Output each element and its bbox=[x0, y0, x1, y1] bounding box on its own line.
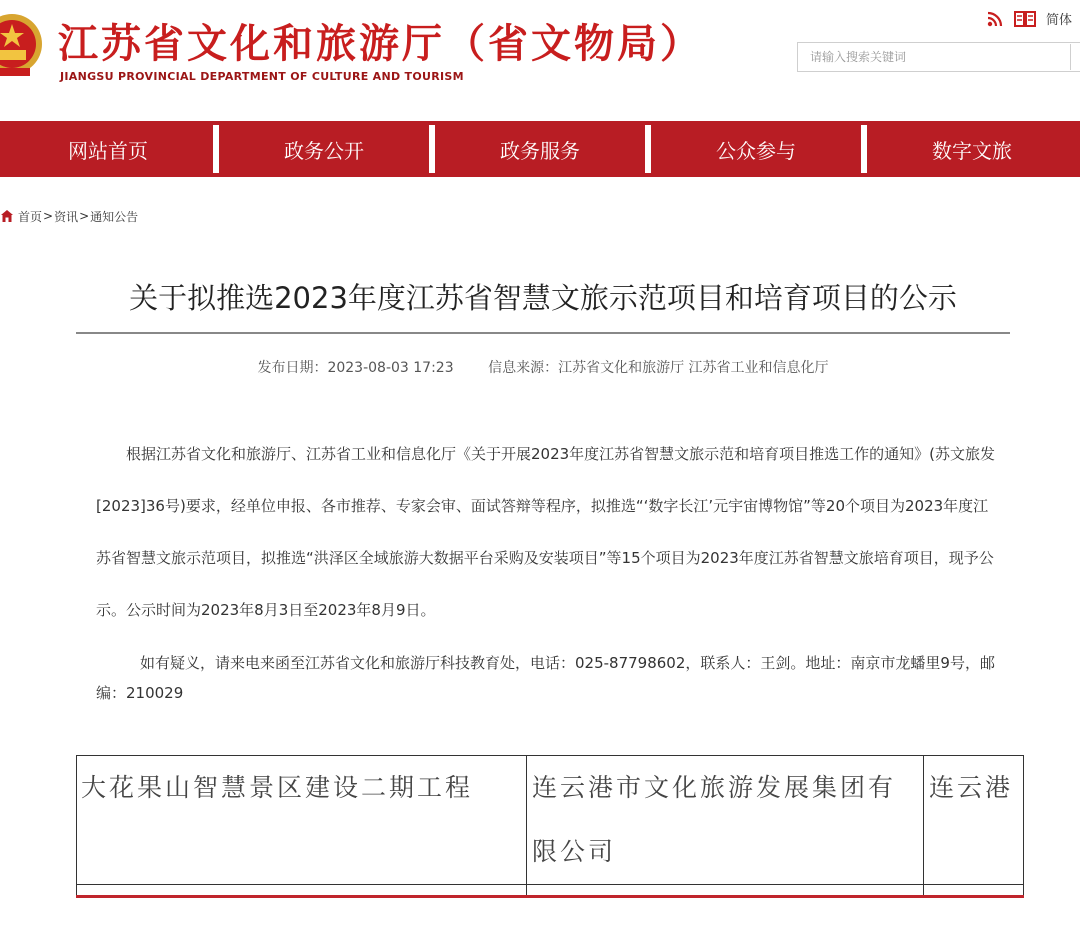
article-meta bbox=[76, 357, 1010, 377]
main-nav bbox=[0, 121, 1080, 177]
book-icon[interactable] bbox=[1014, 10, 1036, 28]
article-paragraph bbox=[96, 428, 996, 636]
site-header bbox=[0, 0, 1080, 120]
info-source: 信息来源：江苏省文化和旅游厅 江苏省工业和信息化厅 bbox=[488, 360, 829, 376]
breadcrumb-separator: > bbox=[43, 209, 54, 223]
article-title: 关于拟推选2023年度江苏省智慧文旅示范项目和培育项目的公示 bbox=[129, 281, 957, 315]
rss-icon[interactable] bbox=[986, 10, 1004, 28]
paragraph-text: 根据江苏省文化和旅游厅、江苏省工业和信息化厅《关于开展2023年度江苏省智慧文旅示范和培育项目推选工作的通知》(苏文旅发[2023]36号)要求，经单位申报、各市推荐、专家会审、面试答辩等程序，拟推选“‘数字长江’元宇宙博物馆”等20个项目为2023年度江苏省智慧文旅示范项目，拟推选“洪泽区全域旅游大数据平台采购及安装项目”等15个项目为2023年度江苏省智慧文旅培育项目，现予公示。公示时间为2023年8月3日至2023年8月9日。 bbox=[96, 445, 996, 619]
nav-item-government-services[interactable]: 政务服务 bbox=[432, 121, 648, 177]
nav-item-government-affairs[interactable]: 政务公开 bbox=[216, 121, 432, 177]
table-cell-organization: 连云港市文化旅游发展集团有限公司 bbox=[527, 756, 924, 885]
national-emblem-icon[interactable] bbox=[0, 6, 44, 86]
breadcrumb-home[interactable]: 首页 bbox=[18, 209, 43, 224]
publish-date: 发布日期：2023-08-03 17:23 bbox=[257, 360, 454, 376]
breadcrumb bbox=[0, 207, 138, 225]
title-divider bbox=[76, 332, 1010, 334]
breadcrumb-separator: > bbox=[79, 209, 90, 223]
search-divider bbox=[1070, 44, 1071, 70]
article-paragraph bbox=[96, 648, 996, 708]
nav-item-digital-tourism[interactable]: 数字文旅 bbox=[864, 121, 1080, 177]
table-cell-project: 大花果山智慧景区建设二期工程 bbox=[77, 756, 527, 885]
breadcrumb-notices[interactable]: 通知公告 bbox=[90, 209, 139, 224]
site-title: 江苏省文化和旅游厅（省文物局） bbox=[58, 20, 703, 67]
table-cell-city: 连云港 bbox=[924, 756, 1024, 885]
language-switch[interactable]: 简体 bbox=[1045, 13, 1072, 28]
header-toolbar bbox=[986, 9, 1072, 28]
paragraph-text: 如有疑义，请来电来函至江苏省文化和旅游厅科技教育处，电话：025-87798602，联系人：王剑。地址：南京市龙蟠里9号，邮编：210029 bbox=[96, 654, 995, 702]
table-row bbox=[77, 756, 1024, 885]
home-icon bbox=[0, 209, 14, 223]
search-input[interactable] bbox=[797, 42, 1080, 72]
site-subtitle: JIANGSU PROVINCIAL DEPARTMENT OF CULTURE AND TOURISM bbox=[60, 70, 464, 83]
content-bottom-rule bbox=[76, 895, 1024, 898]
nav-item-home[interactable]: 网站首页 bbox=[68, 138, 148, 163]
nav-item-public-participation[interactable]: 公众参与 bbox=[648, 121, 864, 177]
breadcrumb-news[interactable]: 资讯 bbox=[54, 209, 79, 224]
project-table bbox=[76, 755, 1024, 898]
